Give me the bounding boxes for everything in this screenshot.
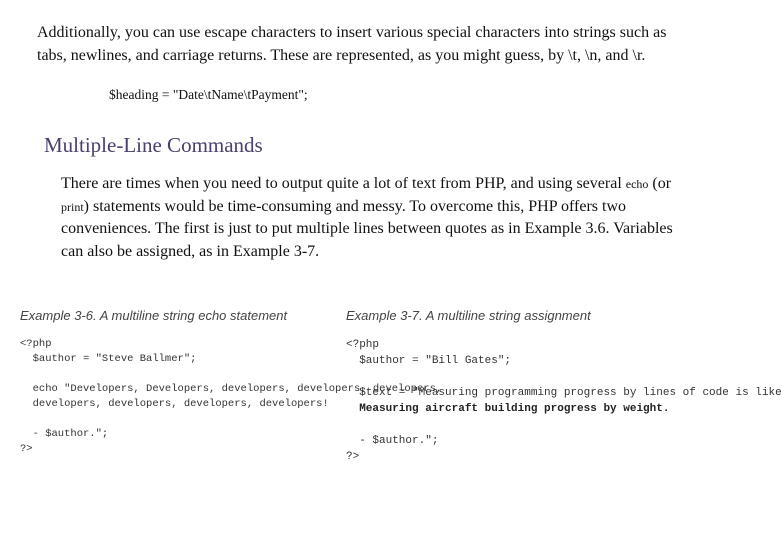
code-line: ?> [346, 451, 360, 463]
heading-code-sample: $heading = "Date\tName\tPayment"; [109, 87, 308, 102]
print-keyword: print [61, 199, 84, 214]
code-line: $author = "Bill Gates"; [346, 355, 512, 367]
para-part-2: (or [648, 175, 672, 192]
example-3-7 [346, 308, 782, 465]
intro-paragraph: Additionally, you can use escape characters to insert various special characters into strings such as tabs, newlines, and carriage returns. These are represented, as you might guess, by \t, \n, and \r. [37, 24, 667, 64]
example-3-7-title: Example 3-7. A multiline string assignment [346, 308, 591, 323]
code-line [346, 417, 706, 433]
example-3-6-title: Example 3-6. A multiline string echo statement [20, 308, 288, 323]
code-line: Measuring aircraft building progress by weight. [346, 403, 670, 415]
echo-keyword: echo [625, 177, 649, 191]
section-paragraph [61, 173, 676, 263]
code-line: <?php [346, 339, 380, 351]
code-line: <?php [20, 338, 52, 350]
code-line: - $author."; [346, 435, 439, 447]
code-line: developers, developers, developers, developers! [20, 398, 329, 410]
section-title: Multiple-Line Commands [44, 133, 263, 157]
code-line: ?> [20, 443, 33, 455]
code-line [20, 412, 340, 427]
para-part-3: ) statements would be time-consuming and messy. To overcome this, PHP offers two conveniences. The first is just to put multiple lines between quotes as in Example 3.6. Variables can also be assigned, as in Example 3-7. [61, 197, 673, 260]
code-line: $author = "Steve Ballmer"; [20, 353, 197, 365]
example-3-7-code [346, 337, 782, 465]
para-part-1: There are times when you need to output quite a lot of text from PHP, and using several [61, 175, 626, 192]
code-line: echo "Developers, Developers, developers, developers, developers, [20, 383, 443, 395]
code-line [20, 367, 340, 382]
code-line: - $author."; [20, 428, 109, 440]
code-line: $text = "Measuring programming progress by lines of code is like [346, 387, 782, 399]
code-line [346, 369, 706, 385]
